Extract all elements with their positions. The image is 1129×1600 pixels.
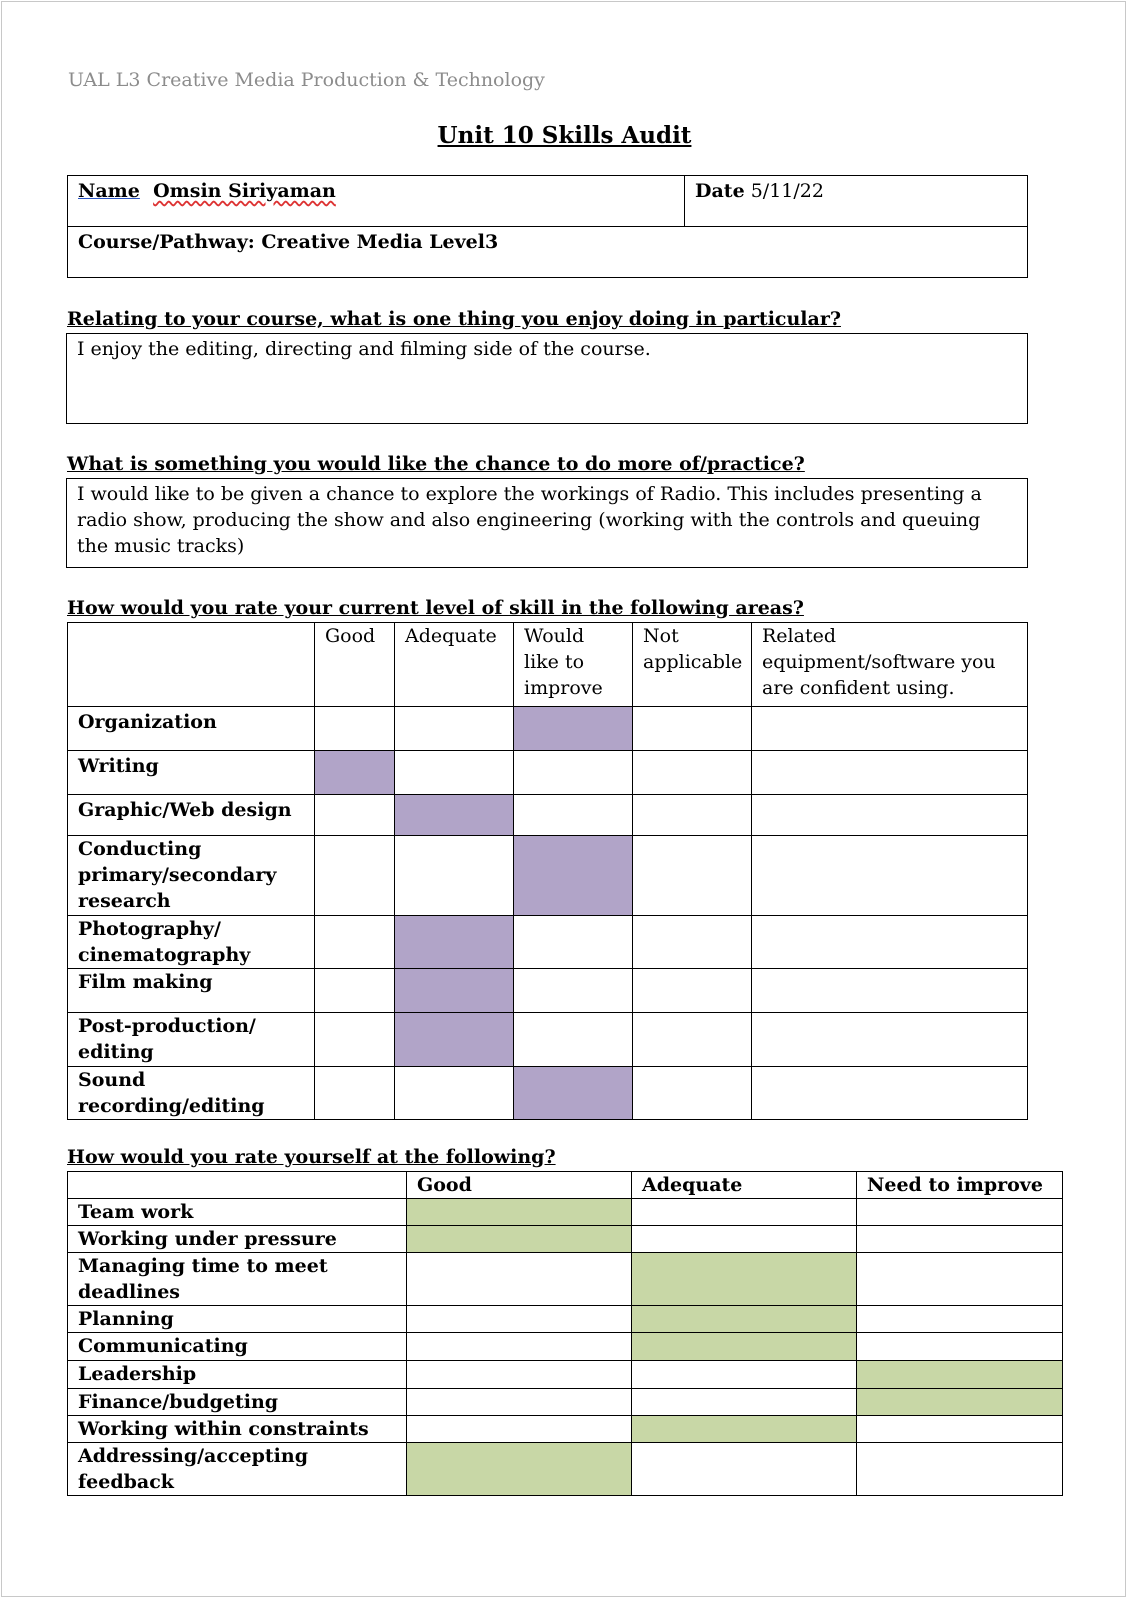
skills-corner-cell [68, 623, 315, 707]
skills-row [68, 916, 1028, 969]
course-value: Creative Media Level3 [261, 231, 499, 253]
rating-cell[interactable] [407, 1253, 632, 1306]
rating-label: Working under pressure [68, 1226, 407, 1253]
rating-cell[interactable] [857, 1416, 1063, 1443]
skill-label: Graphic/Web design [68, 795, 315, 836]
rating-row [68, 1443, 1063, 1496]
skill-rating-cell[interactable] [315, 1013, 395, 1067]
practice-answer: I would like to be given a chance to explore the workings of Radio. This includes presenting a radio show, producing the show and also engineering (working with the controls and queuing the music tracks) [77, 483, 982, 557]
skill-label: Sound recording/editing [68, 1067, 315, 1120]
rating-cell[interactable] [407, 1333, 632, 1361]
rating-cell[interactable] [407, 1306, 632, 1333]
skill-label: Film making [68, 969, 315, 1013]
rating-cell[interactable] [857, 1443, 1063, 1496]
skill-label: Writing [68, 751, 315, 795]
skill-rating-cell[interactable] [315, 751, 395, 795]
skill-rating-cell[interactable] [633, 836, 752, 916]
rating-cell[interactable] [407, 1226, 632, 1253]
rating-row [68, 1333, 1063, 1361]
rating-cell[interactable] [632, 1416, 857, 1443]
skill-equipment-cell[interactable] [752, 795, 1028, 836]
skills-col-equipment: Related equipment/software you are confident using. [752, 623, 1028, 707]
rating-cell[interactable] [857, 1253, 1063, 1306]
skills-col-good: Good [315, 623, 395, 707]
rating-col-good: Good [407, 1172, 632, 1199]
rating-cell[interactable] [407, 1416, 632, 1443]
page-title: Unit 10 Skills Audit [437, 122, 692, 149]
practice-answer-box[interactable] [66, 478, 1028, 568]
skill-rating-cell[interactable] [514, 795, 633, 836]
skills-table [67, 622, 1028, 1120]
skills-header-row [68, 623, 1028, 707]
skill-rating-cell[interactable] [395, 1067, 514, 1120]
skill-rating-cell[interactable] [633, 1067, 752, 1120]
rating-col-adequate: Adequate [632, 1172, 857, 1199]
skills-row [68, 751, 1028, 795]
skill-rating-cell[interactable] [395, 916, 514, 969]
skill-rating-cell[interactable] [633, 707, 752, 751]
skill-rating-cell[interactable] [633, 969, 752, 1013]
rating-cell[interactable] [632, 1199, 857, 1226]
skill-rating-cell[interactable] [395, 707, 514, 751]
rating-header-row [68, 1172, 1063, 1199]
rating-cell[interactable] [632, 1361, 857, 1389]
rating-cell[interactable] [632, 1253, 857, 1306]
rating-label: Communicating [68, 1333, 407, 1361]
rating-row [68, 1253, 1063, 1306]
rating-cell[interactable] [857, 1333, 1063, 1361]
skill-rating-cell[interactable] [315, 916, 395, 969]
skills-row [68, 1013, 1028, 1067]
rating-row [68, 1199, 1063, 1226]
rating-corner-cell [68, 1172, 407, 1199]
rating-row [68, 1226, 1063, 1253]
rating-cell[interactable] [407, 1361, 632, 1389]
rating-cell[interactable] [407, 1199, 632, 1226]
rating-cell[interactable] [857, 1199, 1063, 1226]
skill-rating-cell[interactable] [514, 969, 633, 1013]
skill-rating-cell[interactable] [395, 969, 514, 1013]
skill-rating-cell[interactable] [633, 751, 752, 795]
enjoy-question: Relating to your course, what is one thing you enjoy doing in particular? [67, 308, 841, 330]
skill-rating-cell[interactable] [315, 969, 395, 1013]
skill-equipment-cell[interactable] [752, 1013, 1028, 1067]
rating-cell[interactable] [407, 1443, 632, 1496]
course-label: Course/Pathway: [78, 231, 255, 253]
enjoy-answer: I enjoy the editing, directing and filming side of the course. [77, 338, 651, 360]
skill-rating-cell[interactable] [514, 916, 633, 969]
course-cell[interactable] [68, 227, 1028, 278]
skills-col-improve: Would like to improve [514, 623, 633, 707]
rating-cell[interactable] [857, 1361, 1063, 1389]
skill-rating-cell[interactable] [633, 795, 752, 836]
document-header: UAL L3 Creative Media Production & Technology [68, 69, 545, 91]
skill-equipment-cell[interactable] [752, 836, 1028, 916]
skill-rating-cell[interactable] [395, 751, 514, 795]
info-table [67, 175, 1028, 278]
skill-rating-cell[interactable] [395, 795, 514, 836]
rating-label: Addressing/accepting feedback [68, 1443, 407, 1496]
date-label: Date [695, 180, 745, 202]
skill-rating-cell[interactable] [395, 1013, 514, 1067]
skill-rating-cell[interactable] [514, 707, 633, 751]
rating-label: Managing time to meet deadlines [68, 1253, 407, 1306]
skill-rating-cell[interactable] [315, 836, 395, 916]
name-value: Omsin Siriyaman [153, 180, 336, 202]
rating-row [68, 1389, 1063, 1416]
skills-row [68, 969, 1028, 1013]
skills-row [68, 1067, 1028, 1120]
rating-row [68, 1416, 1063, 1443]
rating-label: Working within constraints [68, 1416, 407, 1443]
rating-cell[interactable] [632, 1333, 857, 1361]
skill-label: Conducting primary/secondary research [68, 836, 315, 916]
practice-question: What is something you would like the chance to do more of/practice? [67, 453, 805, 475]
rating-cell[interactable] [632, 1226, 857, 1253]
skill-equipment-cell[interactable] [752, 916, 1028, 969]
skill-rating-cell[interactable] [315, 795, 395, 836]
rating-label: Leadership [68, 1361, 407, 1389]
skill-equipment-cell[interactable] [752, 1067, 1028, 1120]
skills-row [68, 707, 1028, 751]
rating-label: Planning [68, 1306, 407, 1333]
rating-cell[interactable] [632, 1306, 857, 1333]
skills-row [68, 836, 1028, 916]
skill-rating-cell[interactable] [514, 1013, 633, 1067]
skill-equipment-cell[interactable] [752, 969, 1028, 1013]
name-cell[interactable] [68, 176, 685, 227]
skills-col-adequate: Adequate [395, 623, 514, 707]
skill-equipment-cell[interactable] [752, 751, 1028, 795]
rating-label: Team work [68, 1199, 407, 1226]
skills-col-na: Not applicable [633, 623, 752, 707]
date-value: 5/11/22 [750, 180, 824, 202]
rating-cell[interactable] [857, 1306, 1063, 1333]
rating-col-improve: Need to improve [857, 1172, 1063, 1199]
date-cell[interactable] [685, 176, 1028, 227]
skill-rating-cell[interactable] [315, 1067, 395, 1120]
skills-row [68, 795, 1028, 836]
skill-rating-cell[interactable] [395, 836, 514, 916]
rating-cell[interactable] [857, 1226, 1063, 1253]
skill-label: Post-production/ editing [68, 1013, 315, 1067]
self-rating-table [67, 1171, 1063, 1496]
skill-label: Photography/ cinematography [68, 916, 315, 969]
skill-label: Organization [68, 707, 315, 751]
enjoy-answer-box[interactable] [66, 333, 1028, 424]
skills-question: How would you rate your current level of skill in the following areas? [67, 597, 804, 619]
rating-cell[interactable] [632, 1443, 857, 1496]
rating-row [68, 1306, 1063, 1333]
self-rating-question: How would you rate yourself at the following? [67, 1146, 556, 1168]
skill-equipment-cell[interactable] [752, 707, 1028, 751]
skill-rating-cell[interactable] [514, 751, 633, 795]
rating-row [68, 1361, 1063, 1389]
skill-rating-cell[interactable] [633, 916, 752, 969]
rating-label: Finance/budgeting [68, 1389, 407, 1416]
skill-rating-cell[interactable] [633, 1013, 752, 1067]
skill-rating-cell[interactable] [514, 836, 633, 916]
rating-cell[interactable] [407, 1389, 632, 1416]
skill-rating-cell[interactable] [514, 1067, 633, 1120]
skill-rating-cell[interactable] [315, 707, 395, 751]
rating-cell[interactable] [632, 1389, 857, 1416]
rating-cell[interactable] [857, 1389, 1063, 1416]
name-label: Name [78, 180, 140, 202]
